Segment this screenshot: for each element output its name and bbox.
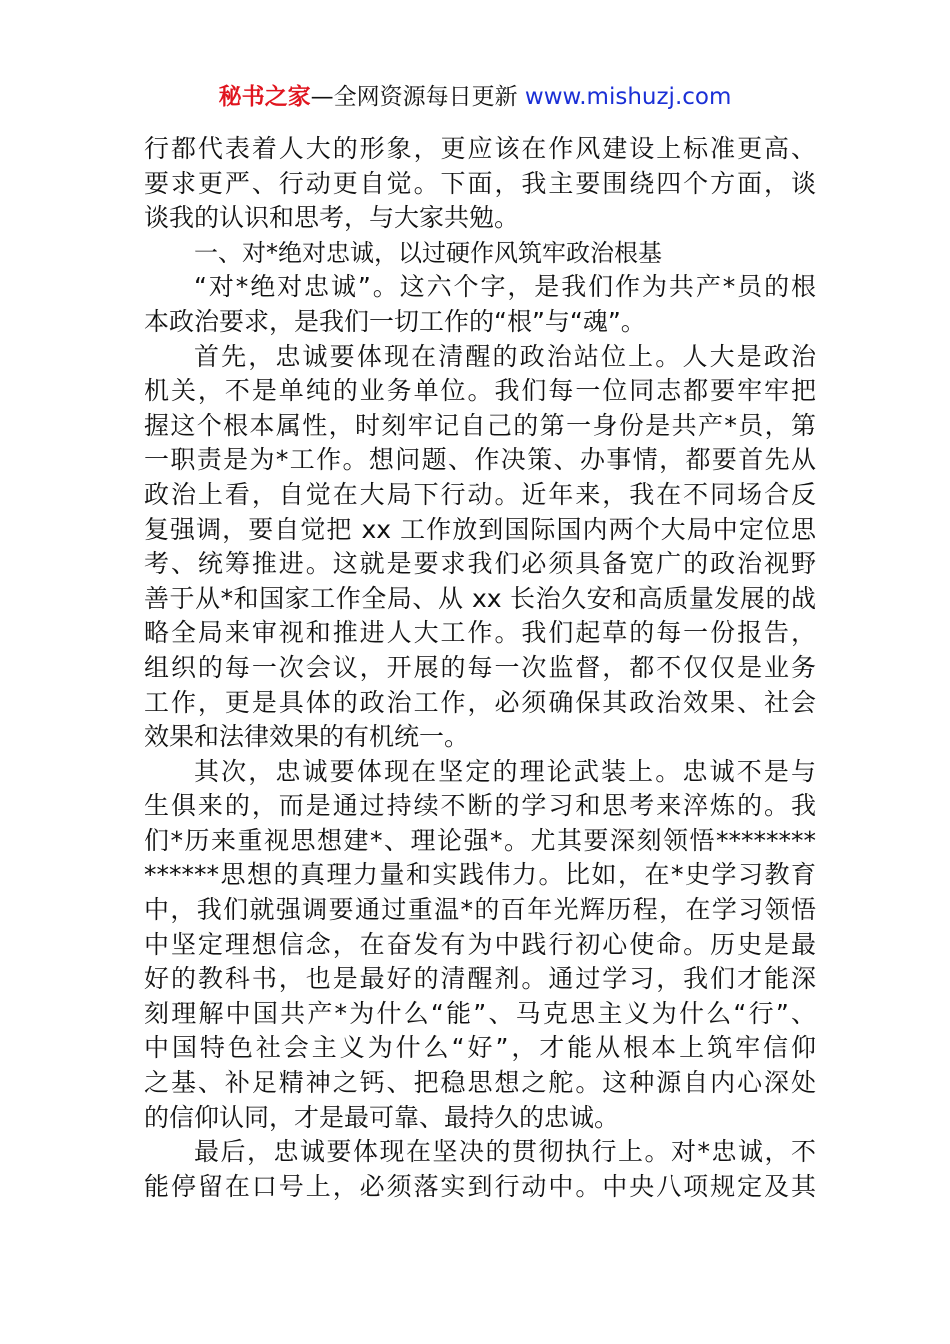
text-line: 中国特色社会主义为什么“好”，才能从根本上筑牢信仰 bbox=[144, 1033, 816, 1063]
text-line: 行都代表着人大的形象，更应该在作风建设上标准更高、 bbox=[144, 134, 816, 163]
text-line: 考、统筹推进。这就是要求我们必须具备宽广的政治视野 bbox=[144, 549, 816, 579]
text-line: 效果和法律效果的有机统一。 bbox=[144, 722, 470, 752]
text-line: 们*历来重视思想建*、理论强*。尤其要深刻领悟******** bbox=[144, 825, 816, 855]
text-line: 最后，忠诚要体现在坚决的贯彻执行上。对*忠诚，不 bbox=[194, 1137, 816, 1167]
site-tagline: —全网资源每日更新 bbox=[310, 84, 525, 110]
text-line: “对*绝对忠诚”。这六个字，是我们作为共产*员的根 bbox=[194, 272, 816, 302]
text-line: 工作，更是具体的政治工作，必须确保其政治效果、社会 bbox=[144, 687, 816, 717]
text-line: 中，我们就强调要通过重温*的百年光辉历程，在学习领悟 bbox=[144, 895, 816, 925]
text-line: 好的教科书，也是最好的清醒剂。通过学习，我们才能深 bbox=[144, 964, 816, 994]
text-line: 一职责是为*工作。想问题、作决策、办事情，都要首先从 bbox=[144, 445, 816, 475]
text-line: 政治上看，自觉在大局下行动。近年来，我在不同场合反 bbox=[144, 479, 816, 509]
text-line: 之基、补足精神之钙、把稳思想之舵。这种源自内心深处 bbox=[144, 1068, 816, 1098]
text-line: 中坚定理想信念，在奋发有为中践行初心使命。历史是最 bbox=[144, 929, 816, 959]
text-line: 组织的每一次会议，开展的每一次监督，都不仅仅是业务 bbox=[144, 652, 816, 682]
text-line: 复强调，要自觉把 xx 工作放到国际国内两个大局中定位思 bbox=[144, 514, 816, 544]
site-header bbox=[0, 82, 950, 112]
text-line: 本政治要求，是我们一切工作的“根”与“魂”。 bbox=[144, 306, 646, 336]
text-line: 握这个根本属性，时刻牢记自己的第一身份是共产*员，第 bbox=[144, 410, 816, 440]
text-line: 的信仰认同，才是最可靠、最持久的忠诚。 bbox=[144, 1102, 620, 1132]
text-line: 能停留在口号上，必须落实到行动中。中央八项规定及其 bbox=[144, 1171, 816, 1201]
text-line: 谈我的认识和思考，与大家共勉。 bbox=[144, 203, 520, 233]
text-line: 要求更严、行动更自觉。下面，我主要围绕四个方面，谈 bbox=[144, 168, 816, 198]
document-body bbox=[144, 132, 816, 1204]
section-heading: 一、对*绝对忠诚，以过硬作风筑牢政治根基 bbox=[194, 238, 662, 267]
text-line: 略全局来审视和推进人大工作。我们起草的每一份报告， bbox=[144, 618, 816, 648]
site-url-link[interactable]: www.mishuzj.com bbox=[524, 84, 732, 110]
text-line: ******思想的真理力量和实践伟力。比如，在*史学习教育 bbox=[144, 860, 816, 890]
text-line: 刻理解中国共产*为什么“能”、马克思主义为什么“行”、 bbox=[144, 998, 816, 1028]
text-line: 其次，忠诚要体现在坚定的理论武装上。忠诚不是与 bbox=[194, 756, 816, 786]
text-line: 生俱来的，而是通过持续不断的学习和思考来淬炼的。我 bbox=[144, 791, 816, 821]
text-line: 首先，忠诚要体现在清醒的政治站位上。人大是政治 bbox=[194, 341, 816, 371]
text-line: 机关，不是单纯的业务单位。我们每一位同志都要牢牢把 bbox=[144, 376, 816, 406]
site-brand: 秘书之家 bbox=[218, 84, 311, 110]
text-line: 善于从*和国家工作全局、从 xx 长治久安和高质量发展的战 bbox=[144, 583, 816, 613]
